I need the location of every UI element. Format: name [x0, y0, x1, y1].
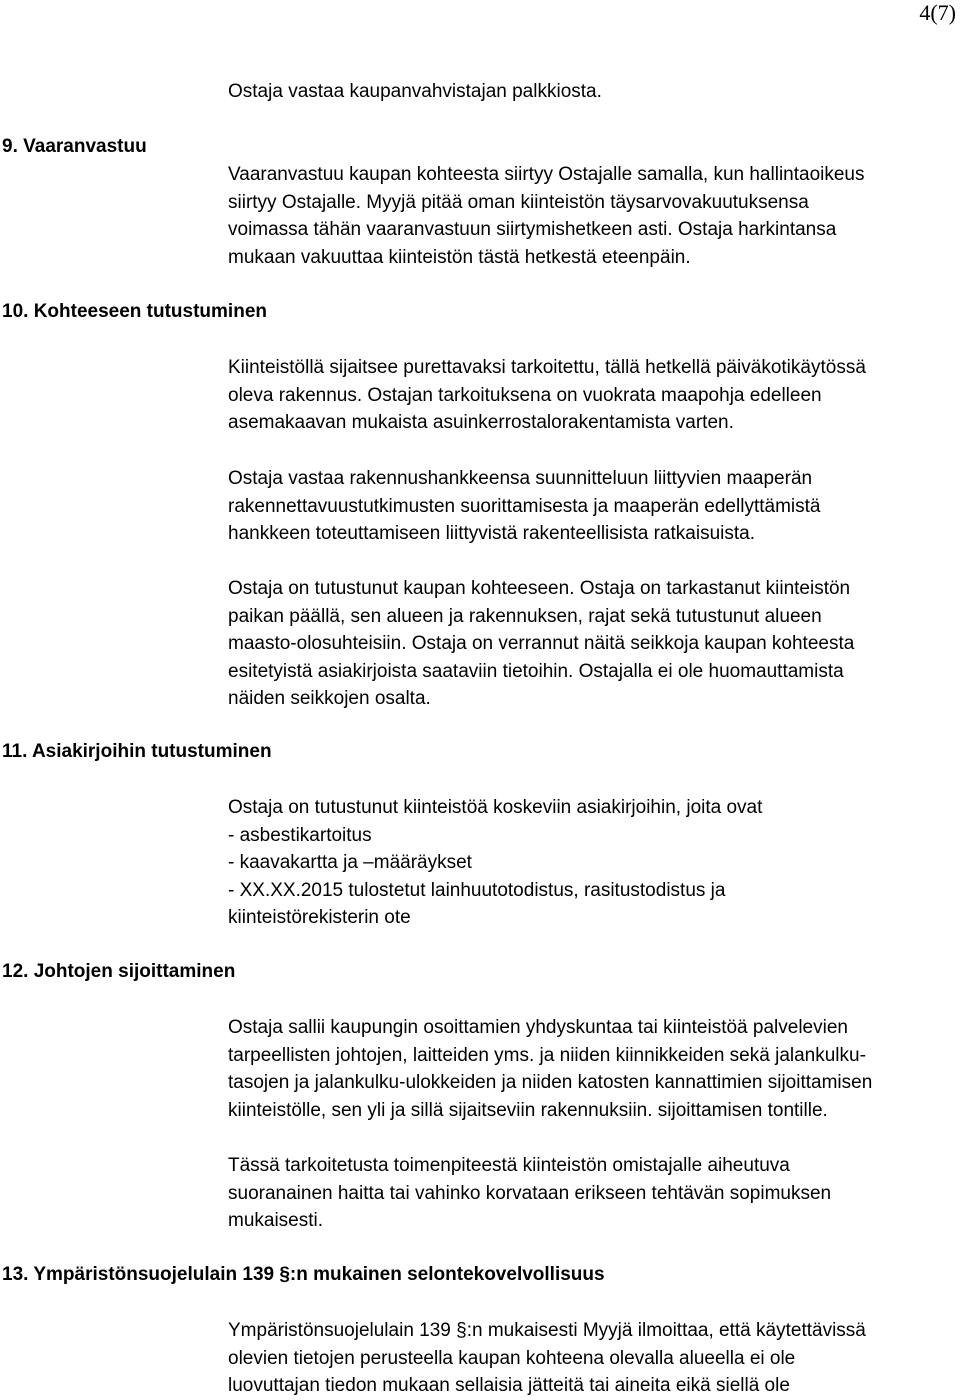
- text-line: Ostaja on tutustunut kiinteistöä koskeviin asiakirjoihin, joita ovat: [228, 797, 763, 818]
- section-12-paragraph-2: [228, 1152, 958, 1235]
- section-12-heading: 12. Johtojen sijoittaminen: [2, 961, 236, 982]
- section-9-heading: 9. Vaaranvastuu: [2, 136, 147, 157]
- text-line: mukaan vakuuttaa kiinteistön tästä hetkestä eteenpäin.: [228, 246, 691, 268]
- section-10-paragraph-1: [228, 354, 958, 437]
- list-item: - XX.XX.2015 tulostetut lainhuutotodistus, rasitustodistus ja: [228, 879, 726, 901]
- text-line: tasojen ja jalankulku-ulokkeiden ja niiden katosten kannattimien sijoittamisen: [228, 1072, 873, 1093]
- text-line: Tässä tarkoitetusta toimenpiteestä kiinteistön omistajalle aiheutuva: [228, 1155, 790, 1176]
- text-line: olevien tietojen perusteella kaupan kohteena olevalla alueella ei ole: [228, 1347, 796, 1369]
- text-line: Ostaja vastaa kaupanvahvistajan palkkiosta.: [228, 81, 602, 102]
- section-10-heading: 10. Kohteeseen tutustuminen: [2, 301, 267, 322]
- text-line: Ostaja on tutustunut kaupan kohteeseen. Ostaja on tarkastanut kiinteistön: [228, 578, 851, 599]
- section-11-paragraph-1: [228, 794, 958, 932]
- section-11-heading: 11. Asiakirjoihin tutustuminen: [2, 741, 272, 762]
- text-line: Kiinteistöllä sijaitsee purettavaksi tarkoitettu, tällä hetkellä päiväkotikäytössä: [228, 357, 866, 378]
- text-line: kiinteistörekisterin ote: [228, 907, 411, 928]
- intro-paragraph: [228, 78, 958, 106]
- list-item: - asbestikartoitus: [228, 824, 372, 846]
- text-line: näiden seikkojen osalta.: [228, 688, 431, 709]
- text-line: oleva rakennus. Ostajan tarkoituksena on vuokrata maapohja edelleen: [228, 384, 822, 406]
- text-line: tarpeellisten johtojen, laitteiden yms. ja niiden kiinnikkeiden sekä jalankulku-: [228, 1044, 866, 1066]
- section-10-paragraph-3: [228, 575, 958, 713]
- section-13-heading: 13. Ympäristönsuojelulain 139 §:n mukainen selontekovelvollisuus: [2, 1264, 605, 1285]
- text-line: maasto-olosuhteisiin. Ostaja on verrannut näitä seikkoja kaupan kohteesta: [228, 633, 855, 654]
- text-line: luovuttajan tiedon mukaan sellaisia jätteitä tai aineita eikä siellä ole: [228, 1375, 790, 1396]
- list-item: - kaavakartta ja –määräykset: [228, 852, 472, 873]
- text-line: siirtyy Ostajalle. Myyjä pitää oman kiinteistön täysarvovakuutuksensa: [228, 191, 809, 213]
- section-9-paragraph-1: [228, 161, 958, 271]
- text-line: Ostaja sallii kaupungin osoittamien yhdyskuntaa tai kiinteistöä palvelevien: [228, 1017, 848, 1038]
- text-line: suoranainen haitta tai vahinko korvataan erikseen tehtävän sopimuksen: [228, 1182, 832, 1204]
- text-line: Ostaja vastaa rakennushankkeensa suunnitteluun liittyvien maaperän: [228, 468, 813, 489]
- text-line: paikan päällä, sen alueen ja rakennuksen, rajat sekä tutustunut alueen: [228, 605, 822, 627]
- text-line: rakennettavuustutkimusten suorittamisesta ja maaperän edellyttämistä: [228, 495, 821, 517]
- text-line: hankkeen toteuttamiseen liittyvistä rakenteellisista ratkaisuista.: [228, 523, 755, 544]
- text-line: Vaaranvastuu kaupan kohteesta siirtyy Ostajalle samalla, kun hallintaoikeus: [228, 164, 865, 185]
- section-12-paragraph-1: [228, 1014, 958, 1124]
- text-line: kiinteistölle, sen yli ja sillä sijaitseviin rakennuksiin. sijoittamisen tontille.: [228, 1099, 828, 1121]
- section-13-paragraph-1: [228, 1317, 958, 1400]
- text-line: esitetyistä asiakirjoista saataviin tietoihin. Ostajalla ei ole huomauttamista: [228, 660, 844, 682]
- page-number: 4(7): [919, 0, 956, 25]
- section-10-paragraph-2: [228, 465, 958, 548]
- text-line: mukaisesti.: [228, 1210, 324, 1231]
- text-line: voimassa tähän vaaranvastuun siirtymishetkeen asti. Ostaja harkintansa: [228, 219, 837, 240]
- text-line: asemakaavan mukaista asuinkerrostalorakentamista varten.: [228, 412, 734, 433]
- text-line: Ympäristönsuojelulain 139 §:n mukaisesti Myyjä ilmoittaa, että käytettävissä: [228, 1320, 866, 1341]
